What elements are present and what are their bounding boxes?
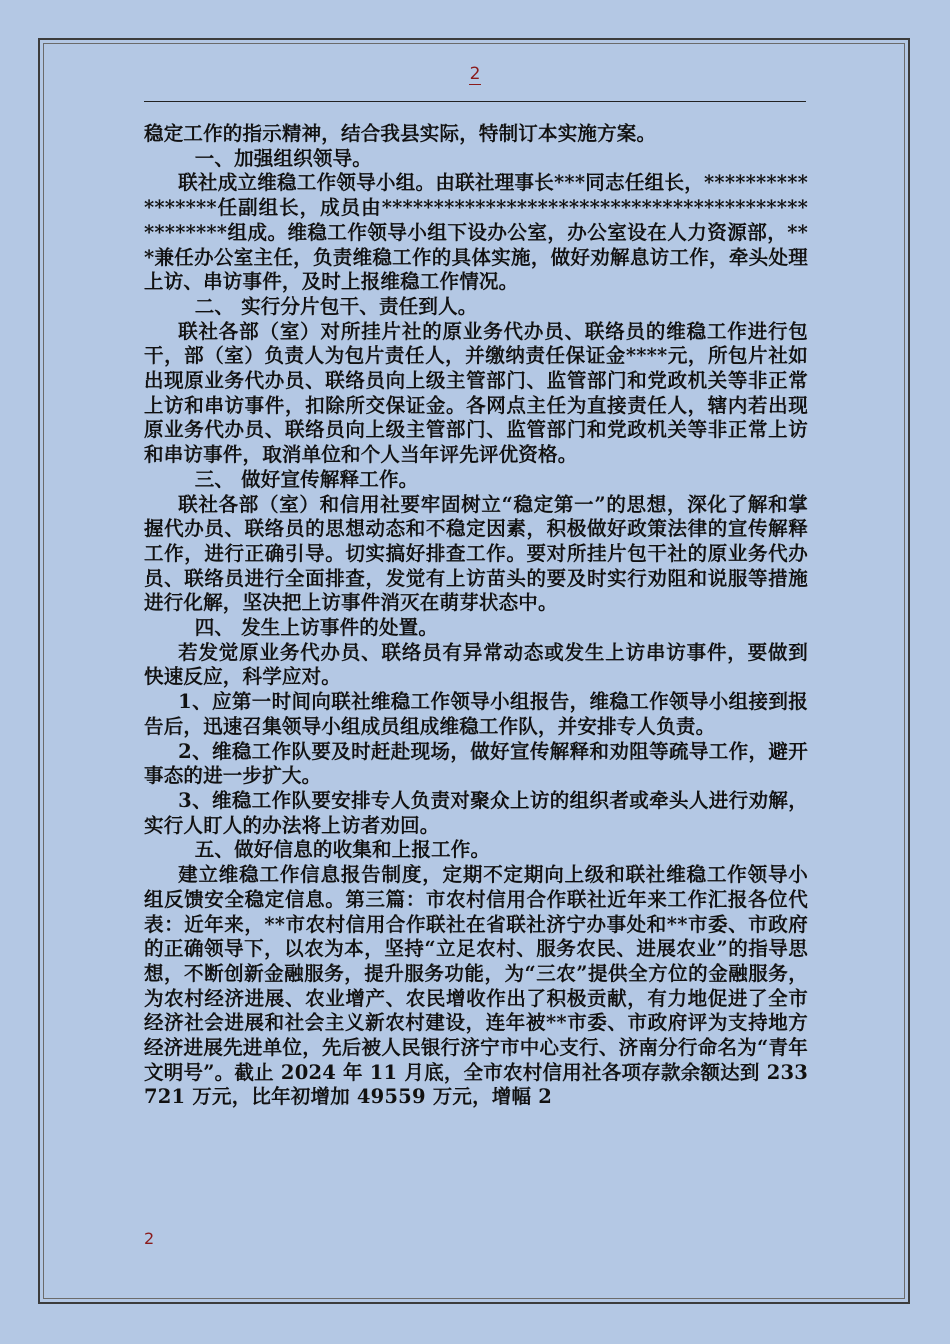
list-item-2: 2、维稳工作队要及时赶赴现场，做好宣传解释和劝阻等疏导工作，避开事态的进一步扩大。 xyxy=(144,739,808,788)
header-page-number xyxy=(0,64,950,84)
section-heading-4: 四、 发生上访事件的处置。 xyxy=(194,616,439,640)
paragraph-intro-continuation: 稳定工作的指示精神，结合我县实际，特制订本实施方案。 xyxy=(144,122,657,145)
list-item-1: 1、应第一时间向联社维稳工作领导小组报告，维稳工作领导小组接到报告后，迅速召集领导小组成员组成维稳工作队，并安排专人负责。 xyxy=(144,690,808,738)
footer-page-number: 2 xyxy=(144,1229,155,1248)
paragraph: 建立维稳工作信息报告制度，定期不定期向上级和联社维稳工作领导小组反馈安全稳定信息。第三篇：市农村信用合作联社近年来工作汇报各位代表：近年来，**市农村信用合作联社在省联社济宁办事处和**市委、市政府的正确领导下，以农为本，坚持“立足农村、服务农民、进展农业”的指导思想，不断创新金融服务，提升服务功能，为“三农”提供全方位的金融服务，为农村经济进展、农业增产、农民增收作出了积极贡献，有力地促进了全市经济社会进展和社会主义新农村建设，连年被**市委、市政府评为支持地方经济进展先进单位，先后被人民银行济宁市中心支行、济南分行命名为“青年文明号”。截止 2024 年 11 月底，全市农村信用社各项存款余额达到 233721 万元，比年初增加 49559 万元，增幅 2 xyxy=(144,863,808,1109)
section-heading-2: 二、 实行分片包干、责任到人。 xyxy=(194,294,478,318)
paragraph: 联社各部（室）和信用社要牢固树立“稳定第一”的思想，深化了解和掌握代办员、联络员的思想动态和不稳定因素，积极做好政策法律的宣传解释工作，进行正确引导。切实搞好排查工作。要对所挂片包干社的原业务代办员、联络员进行全面排查，发觉有上访苗头的要及时实行劝阻和说服等措施进行化解，坚决把上访事件消灭在萌芽状态中。 xyxy=(144,492,808,615)
section-heading-1: 一、加强组织领导。 xyxy=(194,146,372,170)
header-divider xyxy=(144,101,806,102)
paragraph: 联社成立维稳工作领导小组。由联社理事长***同志任组长，*****************任副组长，成员由*************************************************组成。维稳工作领导小组下设办公室，办公室设在人力资源部，***兼任办公室主任，负责维稳工作的具体实施，做好劝解息访工作，牵头处理上访、串访事件，及时上报维稳工作情况。 xyxy=(144,171,808,294)
list-item-3: 3、维稳工作队要安排专人负责对聚众上访的组织者或牵头人进行劝解，实行人盯人的办法将上访者劝回。 xyxy=(144,788,808,837)
section-heading-3: 三、 做好宣传解释工作。 xyxy=(194,467,419,491)
paragraph: 若发觉原业务代办员、联络员有异常动态或发生上访串访事件，要做到快速反应，科学应对。 xyxy=(144,640,808,689)
section-heading-5: 五、做好信息的收集和上报工作。 xyxy=(194,838,491,862)
header-page-number-text: 2 xyxy=(469,64,481,84)
paragraph: 联社各部（室）对所挂片社的原业务代办员、联络员的维稳工作进行包干，部（室）负责人为包片责任人，并缴纳责任保证金****元，所包片社如出现原业务代办员、联络员向上级主管部门、监管部门和党政机关等非正常上访和串访事件，扣除所交保证金。各网点主任为直接责任人，辖内若出现原业务代办员、联络员向上级主管部门、监管部门和党政机关等非正常上访和串访事件，取消单位和个人当年评先评优资格。 xyxy=(144,319,808,467)
document-body xyxy=(144,122,808,1110)
